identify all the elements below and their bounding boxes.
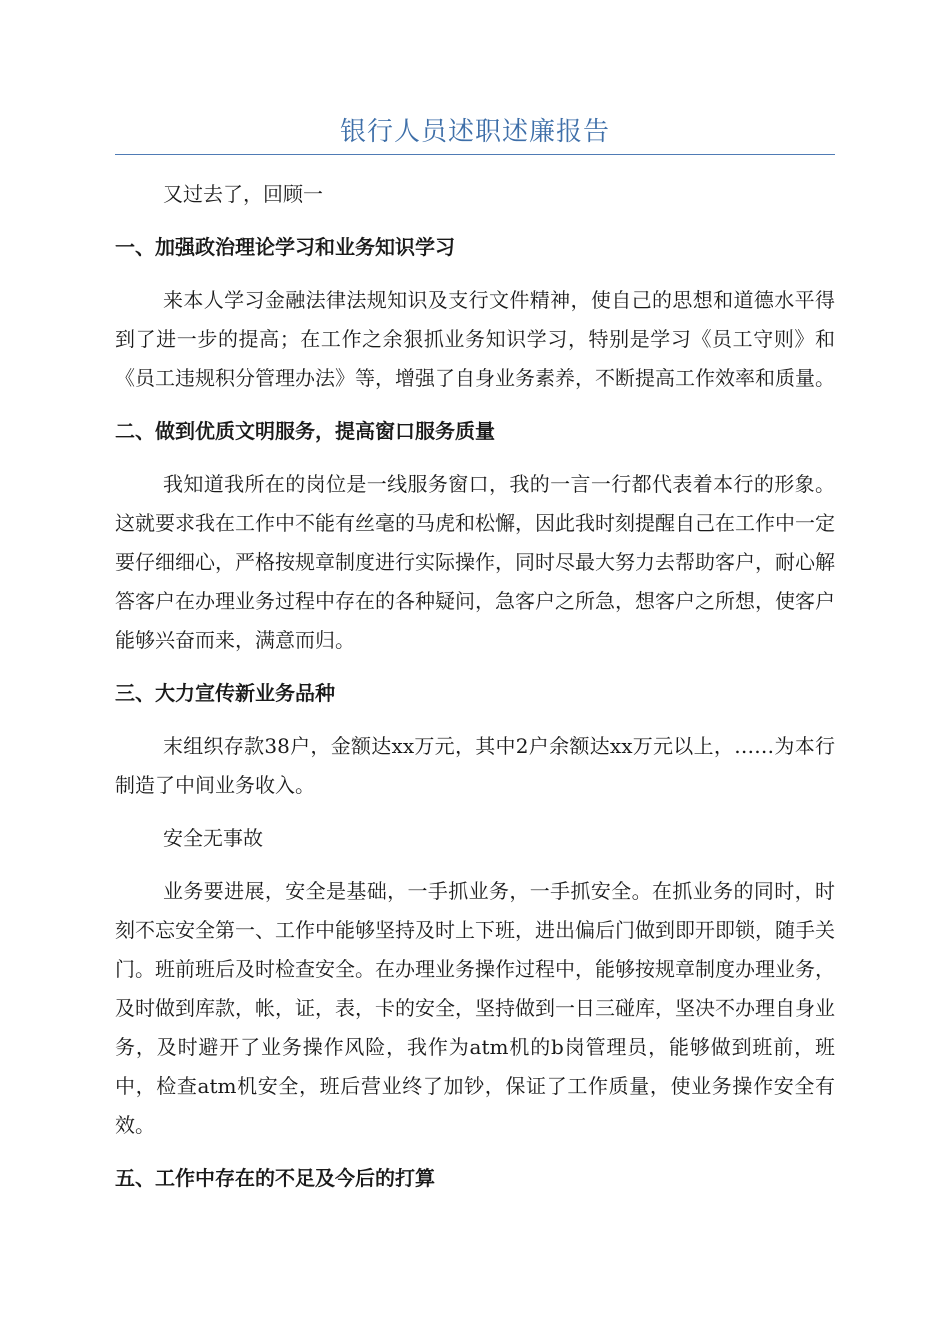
title-underline [115,154,835,155]
document-title: 银行人员述职述廉报告 [339,117,610,147]
section-heading-1: 一、加强政治理论学习和业务知识学习 [115,235,455,259]
paragraph-deposits: 末组织存款38户，金额达xx万元，其中2户余额达xx万元以上，……为本行制造了中间业务收入。 [115,734,835,797]
intro-paragraph: 又过去了，回顾一 [163,182,323,206]
section-heading-5: 五、工作中存在的不足及今后的打算 [115,1166,435,1190]
paragraph-service: 我知道我所在的岗位是一线服务窗口，我的一言一行都代表着本行的形象。这就要求我在工作中不能有丝毫的马虎和松懈，因此我时刻提醒自己在工作中一定要仔细细心，严格按规章制度进行实际操作，同时尽最大努力去帮助客户，耐心解答客户在办理业务过程中存在的各种疑问，急客户之所急，想客户之所想，使客户能够兴奋而来，满意而归。 [115,472,835,652]
document-body [115,175,835,1198]
paragraph-study: 来本人学习金融法律法规知识及支行文件精神，使自己的思想和道德水平得到了进一步的提高；在工作之余狠抓业务知识学习，特别是学习《员工守则》和《员工违规积分管理办法》等，增强了自身业务素养，不断提高工作效率和质量。 [115,288,835,390]
paragraph-safety-title: 安全无事故 [163,826,263,850]
paragraph-safety: 业务要进展，安全是基础，一手抓业务，一手抓安全。在抓业务的同时，时刻不忘安全第一、工作中能够坚持及时上下班，进出偏后门做到即开即锁，随手关门。班前班后及时检查安全。在办理业务操作过程中，能够按规章制度办理业务，及时做到库款，帐，证，表，卡的安全，坚持做到一日三碰库，坚决不办理自身业务，及时避开了业务操作风险，我作为atm机的b岗管理员，能够做到班前，班中，检查atm机安全，班后营业终了加钞，保证了工作质量，使业务操作安全有效。 [115,879,835,1137]
section-heading-3: 三、大力宣传新业务品种 [115,681,335,705]
section-heading-2: 二、做到优质文明服务，提高窗口服务质量 [115,419,495,443]
